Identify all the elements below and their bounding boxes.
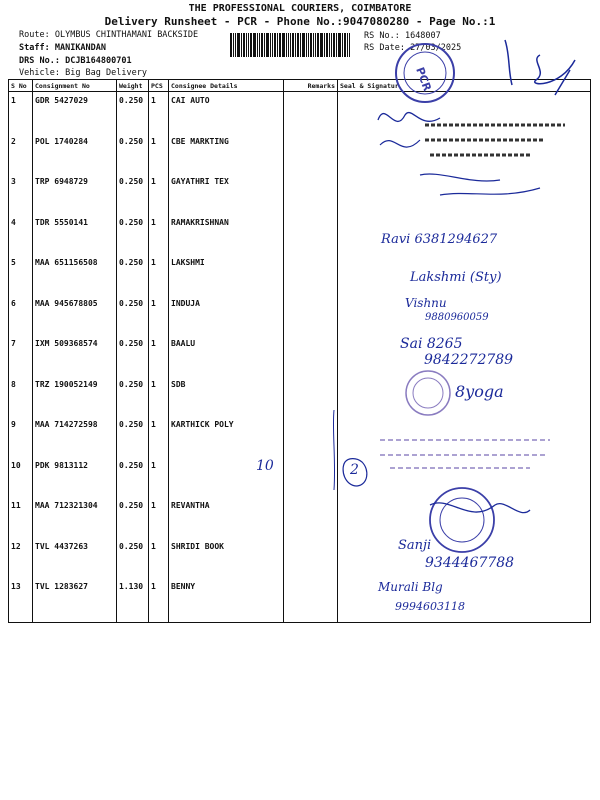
consignment-cell: TRP 6948729	[33, 173, 117, 214]
handwriting-row-12b: 9344467788	[425, 555, 515, 571]
consignee-cell: GAYATHRI TEX	[169, 173, 284, 214]
vehicle-value: Big Bag Delivery	[65, 68, 147, 78]
handwriting-row-13a: Murali Blg	[378, 580, 443, 594]
rs-no-label: RS No.:	[364, 31, 400, 41]
col-consignment-header: Consignment No	[33, 80, 117, 92]
consignee-cell: CBE MARKTING	[169, 133, 284, 174]
rs-no-value: 1648007	[404, 31, 441, 41]
consignment-cell: IXM 509368574	[33, 335, 117, 376]
pcs-cell: 1	[149, 92, 169, 133]
shop-stamp-row-2	[422, 118, 572, 168]
faint-stamp-row-9	[380, 440, 550, 468]
pcs-cell: 1	[149, 538, 169, 579]
weight-cell: 0.250	[117, 173, 149, 214]
consignment-cell: MAA 651156508	[33, 254, 117, 295]
signature-row-1	[378, 113, 440, 122]
weight-cell: 1.130	[117, 578, 149, 623]
handwriting-row-7b: 9842272789	[424, 352, 514, 368]
runsheet-subtitle: Delivery Runsheet - PCR - Phone No.:9047080280 - Page No.:1	[104, 15, 496, 28]
sno-cell: 11	[9, 497, 33, 538]
consignment-cell: MAA 712321304	[33, 497, 117, 538]
route-label: Route:	[19, 30, 50, 40]
sno-cell: 3	[9, 173, 33, 214]
consignee-cell: SHRIDI BOOK	[169, 538, 284, 579]
consignee-cell: KARTHICK POLY	[169, 416, 284, 457]
consignee-cell: SDB	[169, 376, 284, 417]
sno-cell: 6	[9, 295, 33, 336]
signature-row-3	[420, 174, 540, 195]
handwriting-row-6b: 9880960059	[425, 312, 489, 323]
consignee-cell: RAMAKRISHNAN	[169, 214, 284, 255]
pcs-cell: 1	[149, 173, 169, 214]
sno-cell: 5	[9, 254, 33, 295]
company-stamp-row-11	[430, 488, 494, 552]
weight-cell: 0.250	[117, 295, 149, 336]
corner-scribble	[505, 40, 575, 95]
sno-cell: 1	[9, 92, 33, 133]
handwriting-row-10a: 10	[256, 458, 274, 474]
consignment-cell: PDK 9813112	[33, 457, 117, 498]
weight-cell: 0.250	[117, 416, 149, 457]
weight-cell: 0.250	[117, 92, 149, 133]
pcs-cell: 1	[149, 376, 169, 417]
weight-cell: 0.250	[117, 457, 149, 498]
consignee-cell: REVANTHA	[169, 497, 284, 538]
weight-cell: 0.250	[117, 254, 149, 295]
route-value: OLYMBUS CHINTHAMANI BACKSIDE	[54, 30, 199, 40]
consignment-cell: POL 1740284	[33, 133, 117, 174]
weight-cell: 0.250	[117, 376, 149, 417]
rs-date-value: 27/03/2025	[410, 43, 462, 53]
sno-cell: 4	[9, 214, 33, 255]
col-sno-header: S No	[9, 80, 33, 92]
consignment-cell: MAA 945678805	[33, 295, 117, 336]
consignment-cell: TVL 4437263	[33, 538, 117, 579]
pcs-cell: 1	[149, 133, 169, 174]
sno-cell: 2	[9, 133, 33, 174]
weight-cell: 0.250	[117, 497, 149, 538]
consignee-cell: BENNY	[169, 578, 284, 623]
pcs-cell: 1	[149, 578, 169, 623]
remarks-line	[333, 410, 334, 490]
seal-row-8	[406, 371, 450, 415]
pcs-cell: 1	[149, 416, 169, 457]
consignee-cell: CAI AUTO	[169, 92, 284, 133]
handwriting-row-13b: 9994603118	[395, 600, 465, 613]
weight-cell: 0.250	[117, 133, 149, 174]
consignee-cell: INDUJA	[169, 295, 284, 336]
sno-cell: 10	[9, 457, 33, 498]
staff-label: Staff:	[19, 43, 50, 53]
pcs-cell: 1	[149, 335, 169, 376]
sno-cell: 12	[9, 538, 33, 579]
col-signature-header: Seal & Signatur	[338, 80, 591, 92]
consignment-cell: TRZ 190052149	[33, 376, 117, 417]
pcs-cell: 1	[149, 497, 169, 538]
sno-cell: 8	[9, 376, 33, 417]
signature-row-2	[380, 140, 420, 147]
drs-value: DCJB164800701	[65, 56, 132, 66]
consignment-cell: GDR 5427029	[33, 92, 117, 133]
handwriting-row-6a: Vishnu	[405, 296, 447, 310]
sno-cell: 13	[9, 578, 33, 623]
pcs-cell: 1	[149, 457, 169, 498]
pcr-round-stamp	[396, 44, 454, 102]
consignee-cell: BAALU	[169, 335, 284, 376]
rs-date-label: RS Date:	[364, 43, 405, 53]
pcs-cell: 1	[149, 214, 169, 255]
drs-label: DRS No.:	[19, 56, 60, 66]
weight-cell: 0.250	[117, 538, 149, 579]
handwriting-row-7a: Sai 8265	[400, 336, 463, 352]
svg-text:PCR: PCR	[413, 65, 434, 93]
consignment-cell: TDR 5550141	[33, 214, 117, 255]
handwriting-row-10b: 2	[350, 462, 359, 478]
pcs-cell: 1	[149, 295, 169, 336]
vehicle-label: Vehicle:	[19, 68, 60, 78]
weight-cell: 0.250	[117, 214, 149, 255]
col-pcs-header: PCS	[149, 80, 169, 92]
consignment-cell: MAA 714272598	[33, 416, 117, 457]
consignment-cell: TVL 1283627	[33, 578, 117, 623]
col-remarks-header: Remarks	[284, 80, 338, 92]
handwriting-row-4: Ravi 6381294627	[381, 232, 498, 247]
handwriting-row-12a: Sanji	[398, 538, 432, 553]
handwriting-row-5: Lakshmi (Sty)	[410, 270, 502, 285]
consignee-cell: LAKSHMI	[169, 254, 284, 295]
handwriting-row-8: 8yoga	[455, 382, 504, 401]
sno-cell: 9	[9, 416, 33, 457]
staff-value: MANIKANDAN	[54, 43, 107, 53]
sno-cell: 7	[9, 335, 33, 376]
col-weight-header: Weight	[117, 80, 149, 92]
pcs-cell: 1	[149, 254, 169, 295]
col-consignee-header: Consignee Details	[169, 80, 284, 92]
company-title: THE PROFESSIONAL COURIERS, COIMBATORE	[188, 3, 412, 14]
weight-cell: 0.250	[117, 335, 149, 376]
